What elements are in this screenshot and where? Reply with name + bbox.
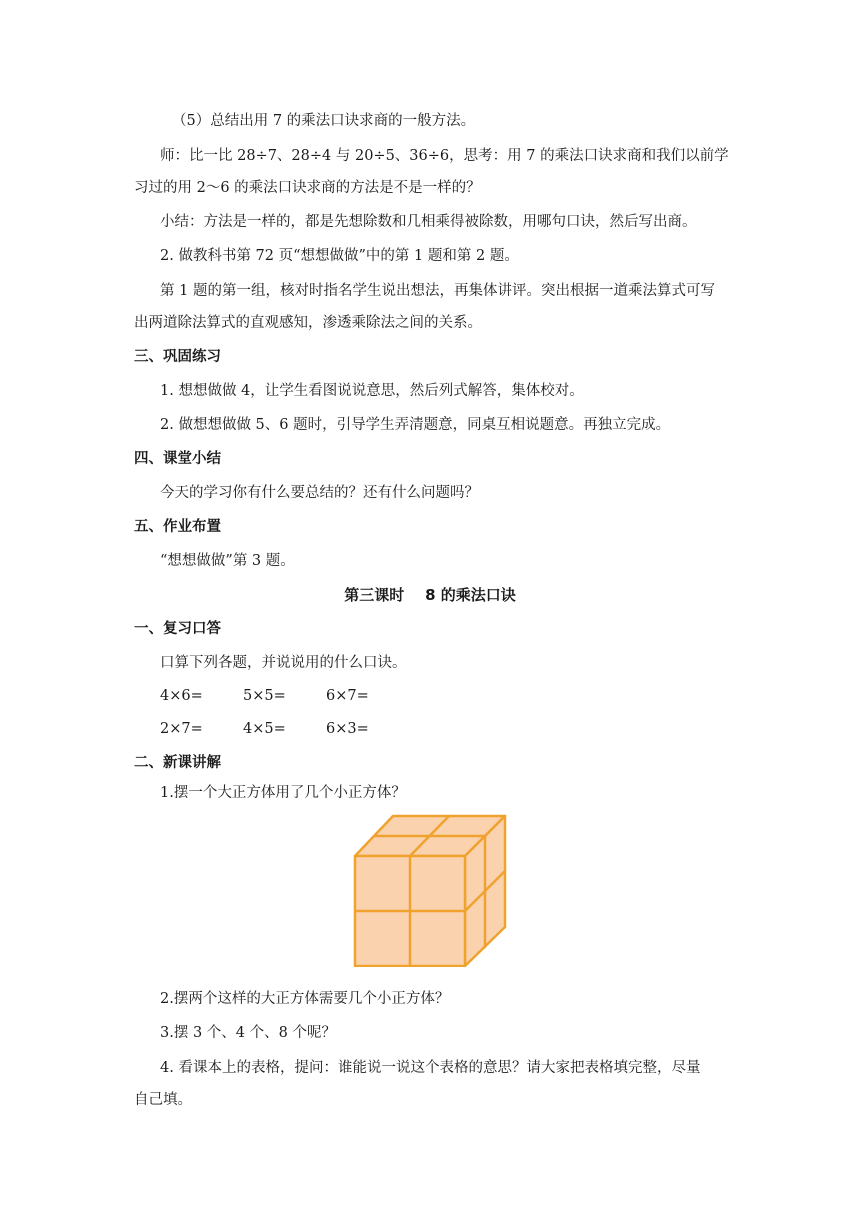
review-problem: 6×3= <box>326 721 369 737</box>
cube-of-eight-small-cubes-icon <box>352 813 508 967</box>
new-lesson-question-1: 1.摆一个大正方体用了几个小正方体？ <box>160 785 406 801</box>
practice-item-2: 2. 做想想做做 5、6 题时，引导学生弄清题意，同桌互相说题意。再独立完成。 <box>160 417 671 433</box>
review-problem: 6×7= <box>326 688 369 704</box>
section-heading-review: 一、复习口答 <box>134 621 221 637</box>
paragraph-teacher-compare-line1: 师：比一比 28÷7、28÷4 与 20÷5、36÷6，思考：用 7 的乘法口诀求商和我们以前学 <box>160 148 729 164</box>
paragraph-exercise-note-line1: 第 1 题的第一组，核对时指名学生说出想法，再集体讲评。突出根据一道乘法算式可写 <box>160 283 715 299</box>
new-lesson-question-4-line2: 自己填。 <box>134 1092 192 1108</box>
homework-text: “想想做做”第 3 题。 <box>160 553 295 569</box>
paragraph-summary-method: （5）总结出用 7 的乘法口诀求商的一般方法。 <box>172 113 476 129</box>
paragraph-textbook-exercise: 2. 做教科书第 72 页“想想做做”中的第 1 题和第 2 题。 <box>160 248 519 264</box>
summary-text: 今天的学习你有什么要总结的？还有什么问题吗？ <box>160 485 479 501</box>
paragraph-exercise-note-line2: 出两道除法算式的直观感知，渗透乘除法之间的关系。 <box>134 315 482 331</box>
review-problem: 5×5= <box>243 688 286 704</box>
review-problem: 4×6= <box>160 688 203 704</box>
section-heading-summary: 四、课堂小结 <box>134 451 221 467</box>
review-problem: 4×5= <box>243 721 286 737</box>
new-lesson-question-2: 2.摆两个这样的大正方体需要几个小正方体？ <box>160 991 450 1007</box>
section-heading-new-lesson: 二、新课讲解 <box>134 755 221 771</box>
practice-item-1: 1. 想想做做 4，让学生看图说说意思，然后列式解答，集体校对。 <box>160 383 584 399</box>
lesson-title: 第三课时 8 的乘法口诀 <box>344 586 516 604</box>
new-lesson-question-4-line1: 4. 看课本上的表格，提问：谁能说一说这个表格的意思？请大家把表格填完整，尽量 <box>160 1060 701 1076</box>
review-problem: 2×7= <box>160 721 203 737</box>
section-heading-homework: 五、作业布置 <box>134 519 221 535</box>
paragraph-teacher-compare-line2: 习过的用 2～6 的乘法口诀求商的方法是不是一样的？ <box>134 180 481 196</box>
review-instruction: 口算下列各题，并说说用的什么口诀。 <box>160 655 407 671</box>
section-heading-practice: 三、巩固练习 <box>134 349 221 365</box>
new-lesson-question-3: 3.摆 3 个、4 个、8 个呢？ <box>160 1025 336 1041</box>
paragraph-conclusion: 小结：方法是一样的，都是先想除数和几相乘得被除数，用哪句口诀，然后写出商。 <box>160 214 697 230</box>
